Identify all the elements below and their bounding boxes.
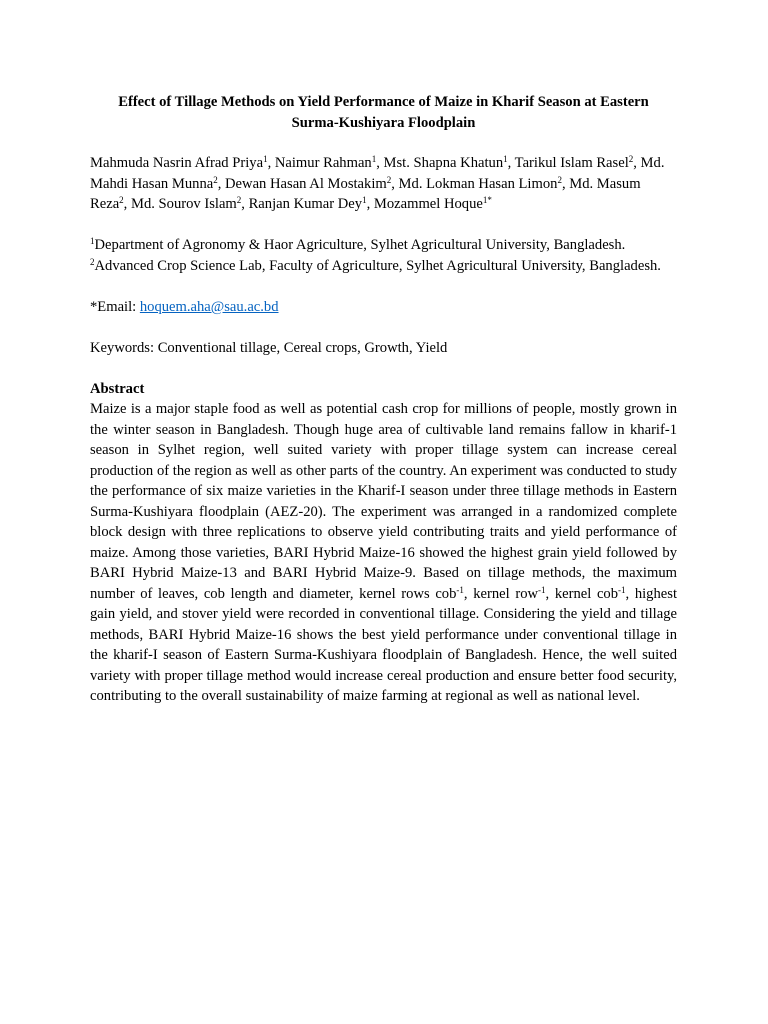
author-separator: , — [123, 196, 131, 212]
affiliation-2-text: Advanced Crop Science Lab, Faculty of Agriculture, Sylhet Agricultural University, Bangladesh. — [94, 257, 661, 274]
author-name: Md. Mahdi Hasan Munna — [90, 155, 665, 192]
abstract-body — [90, 399, 677, 707]
author-separator: , — [507, 155, 515, 171]
author-separator: , — [217, 175, 226, 192]
author-affiliation-marker: 1 — [371, 154, 377, 164]
abstract-heading: Abstract — [90, 380, 145, 397]
author-list — [90, 153, 677, 215]
abstract-text-part-1: Maize is a major staple food as well as potential cash crop for millions of people, mostly grown in the winter season in Bangladesh. Though huge area of cultivable land remains fallow in kharif-1 season in Sylhet region, well suited variety with proper tillage system can increase cereal production of the region as well as other parts of the country. An experiment was conducted to study the performance of six maize varieties in the Kharif-I season under three tillage methods in Eastern Surma-Kushiyara floodplain (AEZ-20). The experiment was arranged in a randomized complete block design with three replications to observe yield contributing traits and yield performance of maize. Among those varieties, BARI Hybrid Maize-16 showed the highest grain yield followed by BARI Hybrid Maize-13 and BARI Hybrid Maize-9. Based on tillage methods, the maximum number of leaves, cob length and diameter, kernel rows cob — [90, 401, 677, 602]
author-separator: , — [561, 175, 570, 192]
author-name: Mahmuda Nasrin Afrad Priya — [90, 155, 264, 171]
paper-title — [90, 92, 677, 133]
affiliation-1-marker: 1 — [90, 236, 95, 246]
author-name: Mst. Shapna Khatun — [383, 155, 504, 171]
abstract-sup-3: -1 — [618, 584, 626, 595]
keywords: Keywords: Conventional tillage, Cereal crops, Growth, Yield — [90, 339, 448, 356]
author-affiliation-marker: 2 — [386, 174, 392, 185]
author-affiliation-marker: 2 — [557, 174, 562, 185]
author-name: Naimur Rahman — [274, 155, 372, 171]
title-line-2: Surma-Kushiyara Floodplain — [291, 114, 476, 131]
author-affiliation-marker: 1 — [503, 154, 508, 164]
author-affiliation-marker: 1* — [482, 195, 492, 205]
abstract-text-part-4: , highest gain yield, and stover yield were recorded in conventional tillage. Considering the yield and tillage methods, BARI Hybrid Maize-16 shows the best yield performance under conventional tillage in the kharif-I season of Eastern Surma-Kushiyara floodplain of Bangladesh. Hence, the well suited variety with proper tillage method would increase cereal production and ensure better food security, contributing to the overall sustainability of maize farming at regional as well as national level. — [90, 585, 677, 704]
affiliation-2-marker: 2 — [90, 256, 95, 267]
abstract-text-part-2: , kernel row — [463, 585, 539, 602]
abstract-sup-2: -1 — [538, 584, 546, 595]
author-separator: , — [366, 196, 374, 212]
author-affiliation-marker: 2 — [236, 195, 242, 205]
author-name: Md. Masum Reza — [90, 175, 641, 212]
corresponding-email — [90, 297, 677, 318]
author-affiliation-marker: 2 — [628, 154, 634, 164]
author-separator: , — [267, 155, 275, 171]
email-label: *Email: — [90, 298, 140, 315]
author-name: Ranjan Kumar Dey — [248, 196, 363, 212]
author-affiliation-marker: 1 — [263, 154, 268, 164]
affiliation-1-text: Department of Agronomy & Haor Agriculture, Sylhet Agricultural University, Bangladesh. — [94, 237, 626, 253]
author-name: Mozammel Hoque — [373, 196, 483, 212]
author-separator: , — [391, 175, 399, 192]
author-separator: , — [376, 155, 384, 171]
author-affiliation-marker: 1 — [362, 195, 367, 205]
affiliation-2 — [90, 256, 677, 277]
abstract-text-part-3: , kernel cob — [545, 585, 619, 602]
author-name: Dewan Hasan Al Mostakim — [225, 175, 387, 192]
author-name: Md. Sourov Islam — [130, 196, 237, 212]
author-separator: , — [241, 196, 249, 212]
author-separator: , — [633, 155, 641, 171]
author-affiliation-marker: 2 — [119, 195, 124, 205]
paper-page — [90, 92, 677, 707]
author-name: Md. Lokman Hasan Limon — [398, 175, 558, 192]
affiliation-1 — [90, 235, 677, 256]
email-link[interactable]: hoquem.aha@sau.ac.bd — [139, 298, 279, 315]
affiliations — [90, 235, 677, 276]
title-line-1: Effect of Tillage Methods on Yield Performance of Maize in Kharif Season at Eastern — [118, 94, 649, 110]
author-affiliation-marker: 2 — [213, 174, 218, 185]
author-name: Tarikul Islam Rasel — [514, 155, 629, 171]
abstract-sup-1: -1 — [456, 584, 464, 595]
